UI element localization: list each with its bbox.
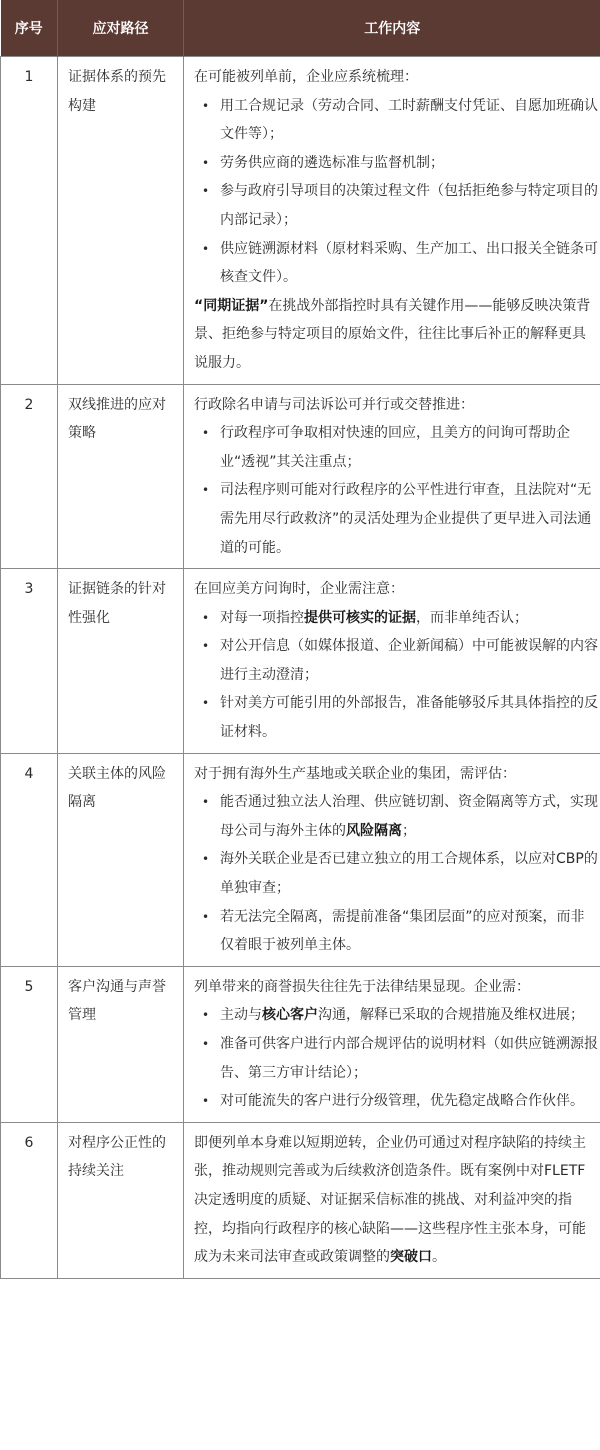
row-number: 2 <box>1 384 58 569</box>
list-item: • 行政程序可争取相对快速的回应，且美方的问询可帮助企业“透视”其关注重点； <box>194 419 598 476</box>
row-content <box>184 57 600 385</box>
content-intro: 行政除名申请与司法诉讼可并行或交替推进： <box>194 396 474 413</box>
bullet-list <box>194 604 598 747</box>
bullet-icon: • <box>202 426 210 441</box>
table-row <box>1 57 600 385</box>
content-intro: 在可能被列单前，企业应系统梳理： <box>194 69 418 85</box>
row-number: 4 <box>1 753 58 966</box>
bullet-icon: • <box>202 1094 210 1109</box>
bullet-icon: • <box>202 1037 210 1051</box>
bullet-icon: • <box>202 610 210 625</box>
row-path: 关联主体的风险隔离 <box>58 753 184 966</box>
list-item: • 海外关联企业是否已建立独立的用工合规体系，以应对CBP的单独审查； <box>194 845 598 902</box>
bullet-icon: • <box>202 852 210 867</box>
emphasis-text: 提供可核实的证据 <box>304 609 416 626</box>
row-content <box>184 753 600 966</box>
bullet-icon: • <box>202 155 210 170</box>
bullet-icon: • <box>202 696 210 711</box>
bullet-list <box>194 788 598 960</box>
bullet-icon: • <box>202 795 210 810</box>
bullet-icon: • <box>202 184 210 199</box>
list-item: • 对可能流失的客户进行分级管理，优先稳定战略合作伙伴。 <box>194 1087 598 1116</box>
row-number: 1 <box>1 57 58 385</box>
content-intro: 在回应美方问询时，企业需注意： <box>194 581 404 598</box>
list-item: • 若无法完全隔离，需提前准备“集团层面”的应对预案，而非仅着眼于被列单主体。 <box>194 903 598 960</box>
emphasis-text: 突破口 <box>390 1249 432 1266</box>
bullet-icon: • <box>202 909 210 924</box>
row-content <box>184 966 600 1122</box>
row-path: 证据体系的预先构建 <box>58 57 184 385</box>
list-item: • 能否通过独立法人治理、供应链切割、资金隔离等方式，实现母公司与海外主体的风险隔离； <box>194 788 598 845</box>
row-path: 双线推进的应对策略 <box>58 384 184 569</box>
table-row <box>1 753 600 966</box>
emphasis-text: 风险隔离 <box>346 822 402 839</box>
list-item: • 准备可供客户进行内部合规评估的说明材料（如供应链溯源报告、第三方审计结论）； <box>194 1030 598 1087</box>
list-item: • 供应链溯源材料（原材料采购、生产加工、出口报关全链条可核查文件）。 <box>194 235 598 292</box>
header-content: 工作内容 <box>184 0 600 57</box>
list-item: • 对公开信息（如媒体报道、企业新闻稿）中可能被误解的内容进行主动澄清； <box>194 632 598 689</box>
emphasis-text: “同期证据” <box>194 297 269 314</box>
row-content <box>184 1122 600 1278</box>
list-item: • 司法程序则可能对行政程序的公平性进行审查，且法院对“无需先用尽行政救济”的灵活处理为企业提供了更早进入司法通道的可能。 <box>194 476 598 562</box>
list-item: • 劳务供应商的遴选标准与监督机制； <box>194 149 598 178</box>
list-item: • 针对美方可能引用的外部报告，准备能够驳斥其具体指控的反证材料。 <box>194 689 598 746</box>
content-intro: 对于拥有海外生产基地或关联企业的集团，需评估： <box>194 765 516 782</box>
bullet-icon: • <box>202 639 210 654</box>
list-item: • 主动与核心客户沟通，解释已采取的合规措施及维权进展； <box>194 1001 598 1030</box>
bullet-list <box>194 419 598 562</box>
bullet-list <box>194 1001 598 1115</box>
table-header <box>1 0 600 57</box>
row-number: 5 <box>1 966 58 1122</box>
table-row <box>1 384 600 569</box>
row-content <box>184 384 600 569</box>
header-path: 应对路径 <box>58 0 184 57</box>
row-path: 证据链条的针对性强化 <box>58 569 184 754</box>
table-row <box>1 1122 600 1278</box>
table-row <box>1 966 600 1122</box>
bullet-icon: • <box>202 241 210 256</box>
row-path: 对程序公正性的持续关注 <box>58 1122 184 1278</box>
list-item: • 用工合规记录（劳动合同、工时薪酬支付凭证、自愿加班确认文件等）； <box>194 92 598 149</box>
bullet-icon: • <box>202 483 210 498</box>
table-row <box>1 569 600 754</box>
list-item: • 对每一项指控提供可核实的证据，而非单纯否认； <box>194 604 598 633</box>
bullet-icon: • <box>202 98 210 113</box>
row-content <box>184 569 600 754</box>
list-item: • 参与政府引导项目的决策过程文件（包括拒绝参与特定项目的内部记录）； <box>194 177 598 234</box>
header-num: 序号 <box>1 0 58 57</box>
bullet-list <box>194 92 598 292</box>
row-path: 客户沟通与声誉管理 <box>58 966 184 1122</box>
content-note: “同期证据”在挑战外部指控时具有关键作用——能够反映决策背景、拒绝参与特定项目的原始文件，往往比事后补正的解释更具说服力。 <box>194 297 591 371</box>
content-intro: 列单带来的商誉损失往往先于法律结果显现。企业需： <box>194 978 530 995</box>
row-number: 3 <box>1 569 58 754</box>
bullet-icon: • <box>202 1008 210 1023</box>
emphasis-text: 核心客户 <box>262 1007 318 1024</box>
row-number: 6 <box>1 1122 58 1278</box>
content-paragraph: 即便列单本身难以短期逆转，企业仍可通过对程序缺陷的持续主张，推动规则完善或为后续救济创造条件。既有案例中对FLETF决定透明度的质疑、对证据采信标准的挑战、对利益冲突的指控，均指向行政程序的核心缺陷——这些程序性主张本身，可能成为未来司法审查或政策调整的突破口。 <box>194 1134 586 1266</box>
